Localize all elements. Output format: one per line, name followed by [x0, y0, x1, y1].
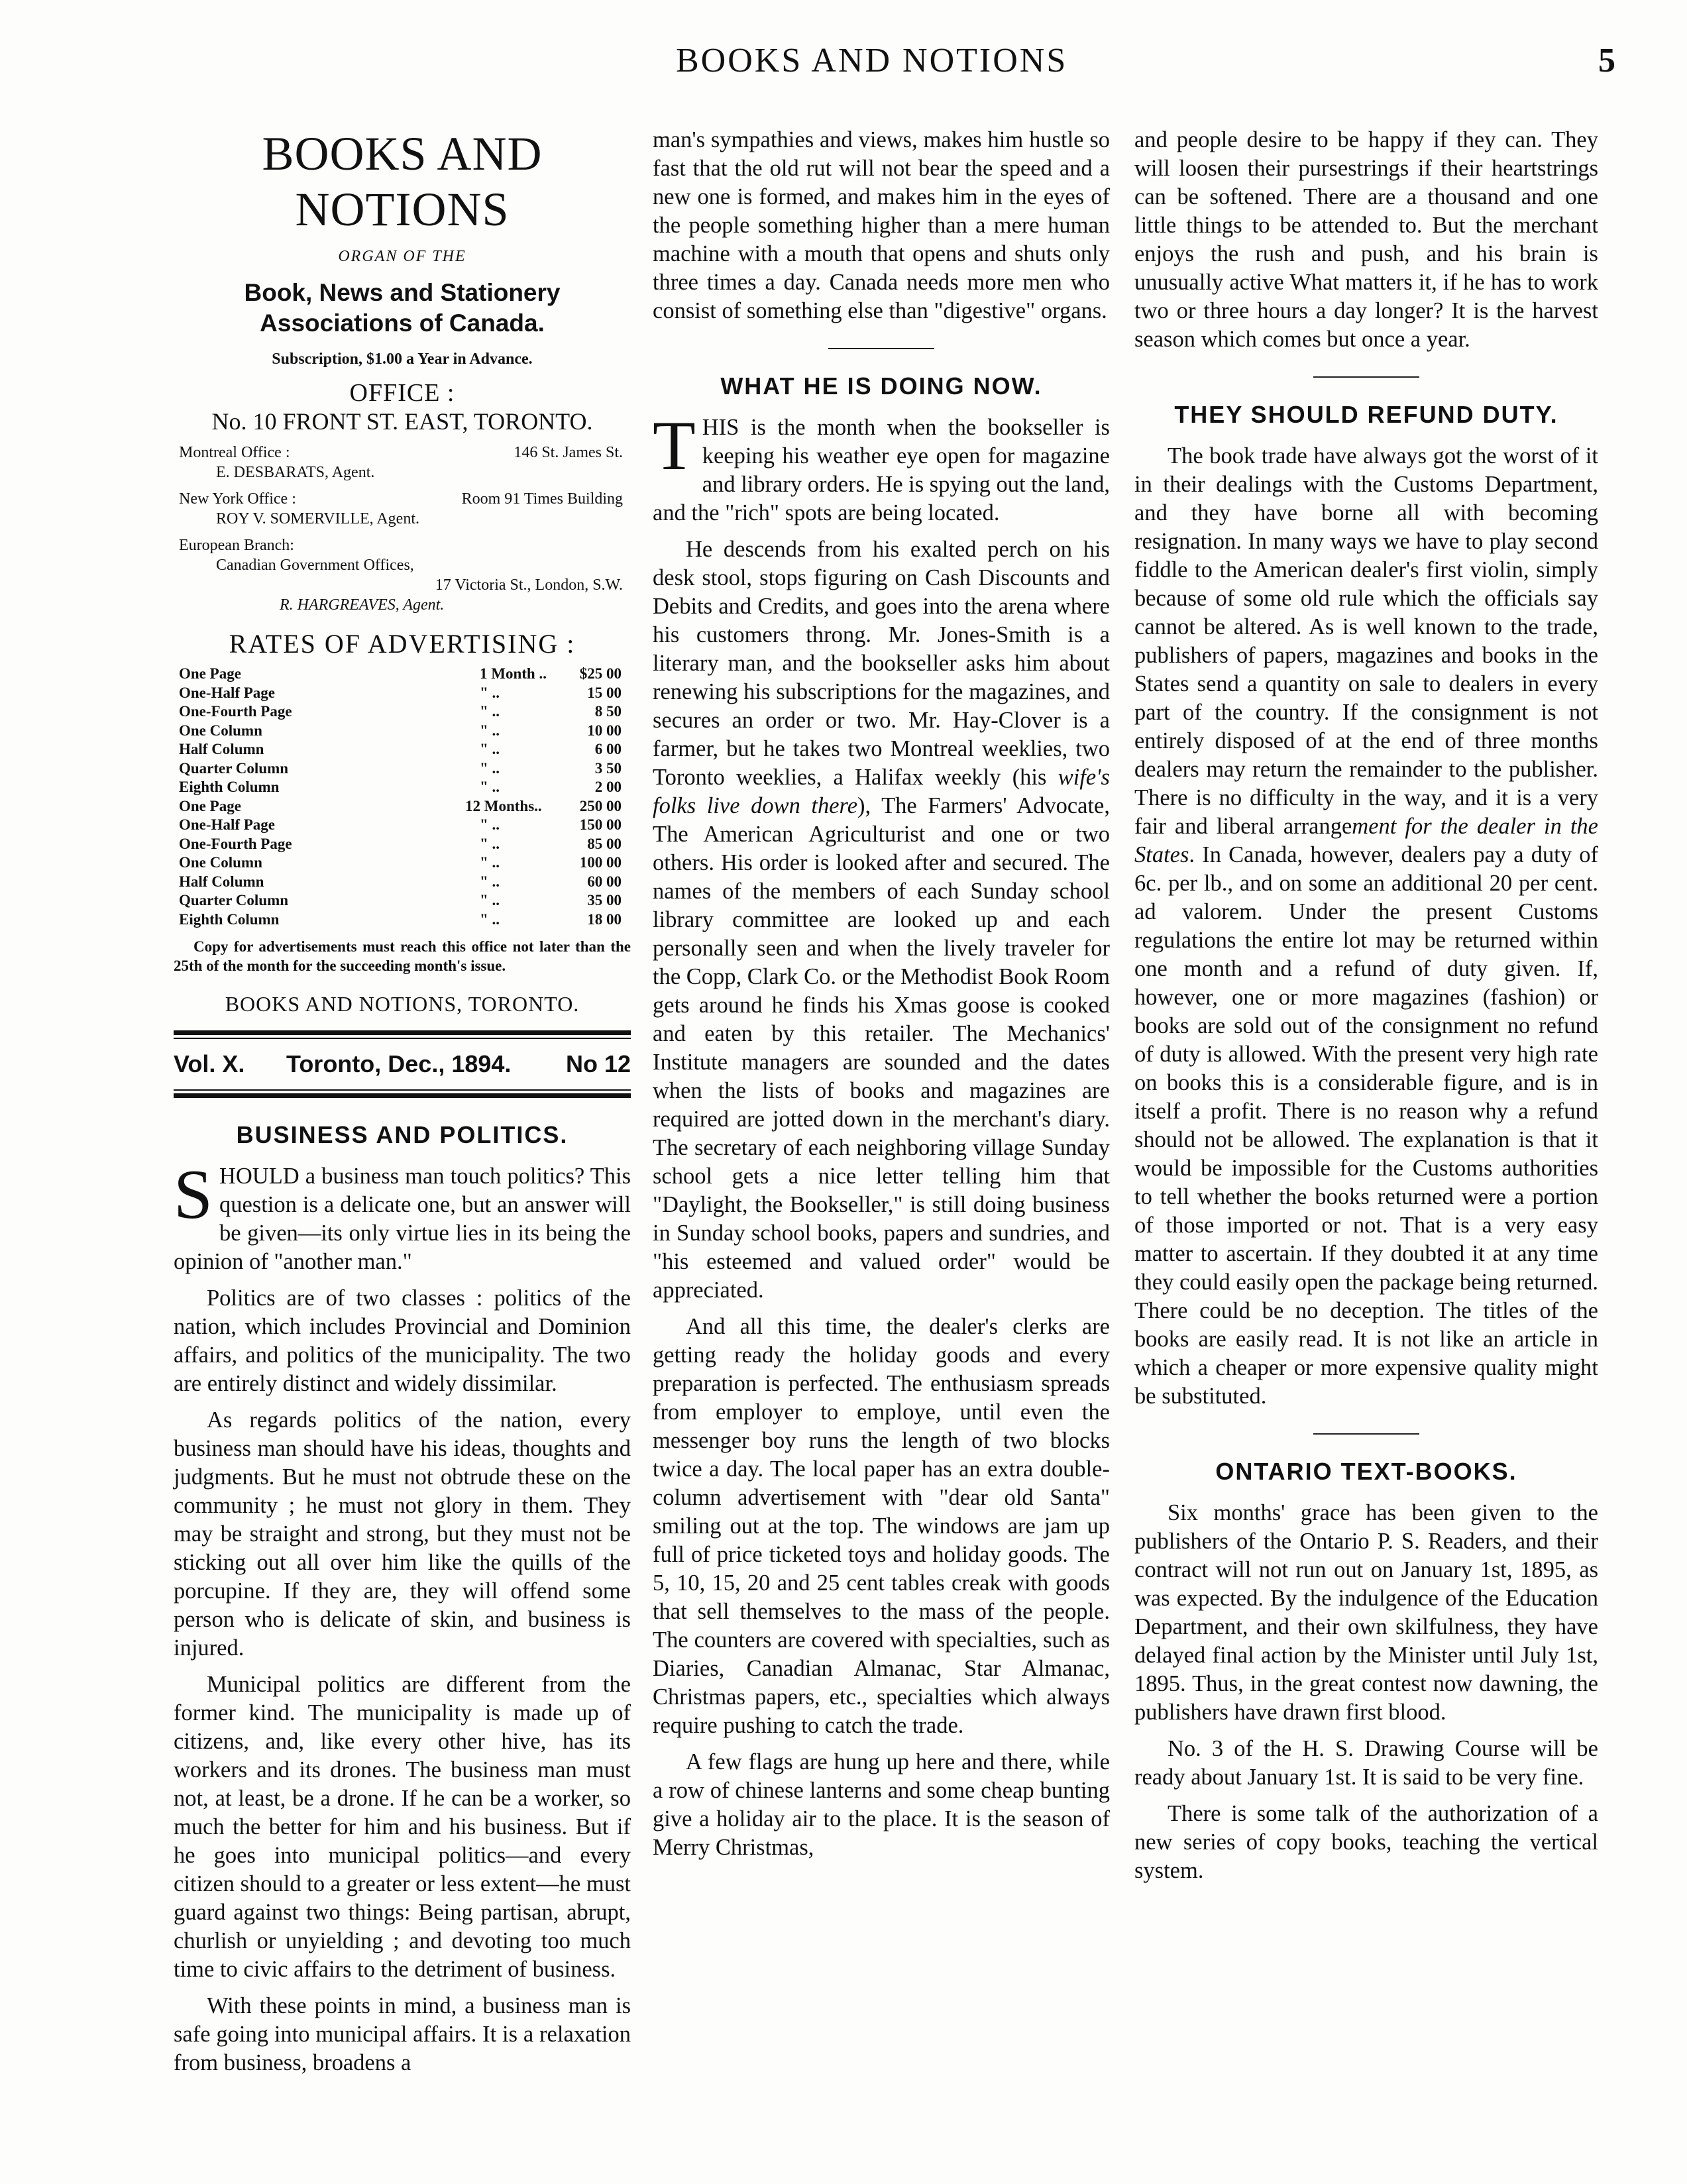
divider	[174, 1030, 631, 1035]
rate-price: 85 00	[587, 835, 622, 852]
article-paragraph: Politics are of two classes : politics of the nation, which includes Provincial and Dominion affairs, and politics of the municipality. The two are entirely distinct and widely dissimilar.	[174, 1285, 631, 1396]
rate-label: Quarter Column	[179, 892, 289, 908]
article-paragraph: Six months' grace has been given to the publishers of the Ontario P. S. Readers, and their contract will not run out on January 1st, 1895, as was expected. By the indulgence of the Education Department, and their own skilfulness, they have delayed final action by the Minister until July 1st, 1895. Thus, in the great contest now dawning, the publishers have drawn first blood.	[1134, 1500, 1598, 1725]
rate-period: " ..	[480, 892, 500, 908]
office-label: Montreal Office :	[179, 444, 290, 461]
drop-cap: T	[653, 407, 696, 484]
article-paragraph	[174, 1156, 631, 1276]
rate-label: Eighth Column	[179, 910, 280, 928]
article-paragraph: There is some talk of the authorization of a new series of copy books, teaching the vertical system.	[1134, 1801, 1598, 1883]
masthead-organ: ORGAN OF THE	[338, 248, 466, 265]
rate-row	[174, 702, 631, 722]
rate-label: One-Fourth Page	[179, 703, 292, 720]
rate-price: 10 00	[587, 722, 622, 739]
page-header	[0, 41, 1687, 94]
rate-period: " ..	[480, 854, 500, 871]
rate-period: " ..	[480, 910, 500, 928]
rate-label: One-Half Page	[179, 684, 275, 701]
rate-label: Eighth Column	[179, 779, 280, 795]
paragraph-text: The book trade have always got the worst of it in their dealings with the Customs Department, and they have borne all with becoming resignation. In many ways we have to play second fiddle to the American dealer's first violin, simply because of some old rule which the officials say cannot be altered. As is well known to the trade, publishers of papers, magazines and books in the States send a quantity on sale to dealers in every part of the country. If the consignment is not entirely disposed of at the end of three months dealers may return the remainder to the publisher. There is no difficulty in the way, and it is a very fair and liberal arrange	[1134, 443, 1598, 839]
office-label: New York Office :	[179, 490, 296, 508]
office-label: European Branch:	[179, 537, 294, 554]
divider	[174, 1089, 631, 1091]
separator	[1313, 376, 1419, 378]
rate-row	[174, 797, 631, 816]
rate-label: One Page	[179, 665, 241, 682]
rate-label: Quarter Column	[179, 759, 289, 777]
rate-label: Half Column	[179, 873, 264, 890]
rate-row	[174, 873, 631, 892]
rate-price: 18 00	[587, 910, 622, 928]
article-heading: WHAT HE IS DOING NOW.	[720, 372, 1042, 400]
office-agent: E. DESBARATS, Agent.	[216, 464, 375, 481]
office-address-line: 146 St. James St.	[514, 444, 623, 461]
rate-label: One-Half Page	[179, 816, 275, 833]
rate-row	[174, 684, 631, 703]
rate-price: 250 00	[579, 797, 622, 814]
rate-row	[174, 910, 631, 930]
rate-period: " ..	[480, 703, 500, 720]
european-branch	[174, 535, 631, 615]
rate-period: " ..	[480, 835, 500, 852]
running-title: BOOKS AND NOTIONS	[676, 42, 1068, 80]
rate-period: " ..	[480, 873, 500, 890]
rate-label: One Column	[179, 854, 262, 871]
article-heading: ONTARIO TEXT-BOOKS.	[1215, 1458, 1517, 1485]
article-heading: BUSINESS AND POLITICS.	[236, 1121, 569, 1148]
rate-row	[174, 740, 631, 759]
office-line: 17 Victoria St., London, S.W.	[435, 576, 623, 594]
article-paragraph: No. 3 of the H. S. Drawing Course will be ready about January 1st. It is said to be very fine.	[1134, 1736, 1598, 1790]
masthead-associations: Book, News and Stationery Associations of Canada.	[244, 279, 561, 337]
rate-row	[174, 722, 631, 741]
subscription-line: Subscription, $1.00 a Year in Advance.	[272, 351, 533, 368]
article-paragraph: A few flags are hung up here and there, while a row of chinese lanterns and some cheap bunting give a holiday air to the place. It is the season of Merry Christmas,	[653, 1749, 1110, 1860]
article-heading: THEY SHOULD REFUND DUTY.	[1174, 401, 1558, 428]
rate-price: 60 00	[587, 873, 622, 890]
page-number: 5	[1598, 42, 1615, 80]
paragraph-text: . In Canada, however, dealers pay a duty of 6c. per lb., and on some an additional 20 per cent. ad valorem. Under the present Customs regulations the entire lot may be returned within one month and a refund of duty given. If, however, one or more magazines (fashion) or books are sold out of the consignment no refund of duty is allowed. With the present very high rate on books this is a considerable figure, and is in itself a profit. There is no reason why a refund should not be allowed. The explanation is that it would be impossible for the Customs authorities to tell whether the books returned were a portion of those imported or not. That is a very easy matter to ascertain. If they doubted it at any time they could easily open the package being returned. There could be no deception. The titles of the books are easily read. It is not like an article in which a cheaper or more expensive quality might be substituted.	[1134, 842, 1598, 1409]
rate-price: $25 00	[579, 665, 622, 682]
rates-table	[174, 665, 631, 929]
rate-row	[174, 759, 631, 779]
divider	[174, 1093, 631, 1098]
office-address: No. 10 FRONT ST. EAST, TORONTO.	[211, 408, 593, 435]
article-paragraph: And all this time, the dealer's clerks are getting ready the holiday goods and every preparation is perfected. The enthusiasm spreads from employer to employe, until even the messenger boy runs the length of two blocks twice a day. The local paper has an extra double-column advertisement with "dear old Santa" smiling out at the top. The windows are jam up full of price ticketed toys and holiday goods. The 5, 10, 15, 20 and 25 cent tables creak with goods that sell themselves to the mass of the people. The counters are covered with specialties, such as Diaries, Canadian Almanac, Star Almanac, Christmas papers, etc., specialties which always require pushing to catch the trade.	[653, 1314, 1110, 1738]
rate-period: " ..	[480, 816, 500, 833]
article-paragraph	[653, 407, 1110, 527]
rate-row	[174, 853, 631, 873]
article-paragraph	[1134, 442, 1598, 1411]
new-york-office	[174, 489, 631, 529]
article-paragraph-continued: and people desire to be happy if they can. They will loosen their pursestrings if their heartstrings can be softened. There are a thousand and one little things to be attended to. But the merchant enjoys the rush and push, and his brain is unusually active What matters it, if he has to work two or three hours a day longer? It is the harvest season which comes but once a year.	[1134, 127, 1598, 352]
rate-price: 100 00	[579, 854, 622, 871]
rate-price: 15 00	[587, 684, 622, 701]
rate-row	[174, 778, 631, 797]
separator	[1313, 1433, 1419, 1435]
rate-row	[174, 665, 631, 684]
drop-cap: S	[174, 1156, 213, 1233]
rate-row	[174, 835, 631, 854]
rate-period: 1 Month ..	[480, 665, 547, 682]
paragraph-text: ), The Farmers' Advocate, The American Agriculturist and one or two others. His order is looked after and secured. The names of the members of each Sunday school library committee are looked up and each personally seen and when the lively traveler for the Copp, Clark Co. or the Methodist Book Room gets around he finds his Xmas goose is cooked and eaten by this retailer. The Mechanics' Institute managers are sounded and the dates when the lists of books and magazines are required are jotted down in the merchant's diary. The secretary of each neighboring village Sunday school gets a nice letter telling him that "Daylight, the Bookseller," is still doing business in Sunday school books, papers and sundries, and "his esteemed and valued order" would be appreciated.	[653, 793, 1110, 1303]
rate-label: One-Fourth Page	[179, 835, 292, 852]
publisher-signature: BOOKS AND NOTIONS, TORONTO.	[225, 992, 580, 1016]
paragraph-text: HOULD a business man touch politics? This question is a delicate one, but an answer will be given—its only virtue lies in its being the opinion of "another man."	[174, 1164, 631, 1274]
office-agent: ROY V. SOMERVILLE, Agent.	[216, 510, 419, 527]
rate-period: " ..	[480, 759, 500, 777]
rate-label: One Column	[179, 722, 262, 739]
article-paragraph: With these points in mind, a business man is safe going into municipal affairs. It is a relaxation from business, broadens a	[174, 1993, 631, 2075]
article-paragraph: Municipal politics are different from the former kind. The municipality is made up of citizens, and, like every other hive, has its workers and its drones. The business man must not, at least, be a drone. If he can be a worker, so much the better for him and his business. But if he goes into municipal politics—and every citizen should to a greater or less extent—he must guard against two things: Being partisan, abrupt, churlish or unyielding ; and devoting too much time to civic affairs to the detriment of business.	[174, 1672, 631, 1982]
italic-text: ment for the dealer in the States	[1134, 814, 1598, 867]
rate-price: 35 00	[587, 892, 622, 908]
rate-label: One Page	[179, 797, 241, 814]
divider	[174, 1038, 631, 1039]
rate-period: " ..	[480, 741, 500, 757]
rate-row	[174, 891, 631, 910]
separator	[828, 348, 934, 349]
montreal-office	[174, 443, 631, 482]
rate-period: " ..	[480, 684, 500, 701]
rate-price: 6 00	[594, 741, 622, 757]
rate-price: 150 00	[579, 816, 622, 833]
column-1	[174, 126, 631, 2085]
office-line: Canadian Government Offices,	[216, 557, 414, 574]
masthead-title: BOOKS AND NOTIONS	[262, 127, 543, 236]
paragraph-text: He descends from his exalted perch on his desk stool, stops figuring on Cash Discounts and Debits and Credits, and goes into the arena where his customers throng. Mr. Jones-Smith is a literary man, and the bookseller asks him about renewing his subscriptions for the magazines, and secures an order or two. Mr. Hay-Clover is a farmer, but he takes two Montreal weeklies, two Toronto weeklies, a Halifax weekly (his	[653, 537, 1110, 790]
article-paragraph	[653, 535, 1110, 1305]
rate-period: " ..	[480, 722, 500, 739]
copy-deadline-note: Copy for advertisements must reach this office not later than the 25th of the month for the succeeding month's issue.	[174, 938, 631, 974]
rate-price: 8 50	[594, 703, 622, 720]
paragraph-text: HIS is the month when the bookseller is keeping his weather eye open for magazine and library orders. He is spying out the land, and the "rich" spots are being located.	[653, 415, 1110, 525]
issue-number: No 12	[565, 1050, 631, 1077]
office-address-line: Room 91 Times Building	[461, 490, 623, 508]
rate-price: 3 50	[594, 759, 622, 777]
office-heading: OFFICE :	[349, 379, 455, 407]
rate-period: 12 Months..	[465, 797, 542, 814]
office-agent: R. HARGREAVES, Agent.	[280, 596, 445, 614]
issue-date: Toronto, Dec., 1894.	[286, 1050, 512, 1077]
article-paragraph-continued: man's sympathies and views, makes him hustle so fast that the old rut will not bear the speed and a new one is formed, and makes him in the eyes of the people something higher than a mere human machine with a mouth that opens and shuts only three times a day. Canada needs more men who consist of something else than "digestive" organs.	[653, 127, 1110, 323]
volume-number: Vol. X.	[174, 1050, 245, 1077]
column-2	[653, 126, 1110, 1870]
rate-row	[174, 816, 631, 835]
volume-line	[174, 1050, 631, 1083]
rate-price: 2 00	[594, 779, 622, 795]
rate-label: Half Column	[179, 741, 264, 757]
rate-period: " ..	[480, 779, 500, 795]
column-3	[1134, 126, 1598, 1893]
rates-heading: RATES OF ADVERTISING :	[229, 629, 576, 659]
italic-text: wife's folks live down there	[653, 765, 1110, 818]
article-paragraph: As regards politics of the nation, every business man should have his ideas, thoughts and judgments. But he must not obtrude these on the community ; he must not glory in them. They may be straight and strong, but they must not be sticking out all over him like the quills of the porcupine. If they are, they will offend some person who is delicate of skin, and business is injured.	[174, 1407, 631, 1661]
